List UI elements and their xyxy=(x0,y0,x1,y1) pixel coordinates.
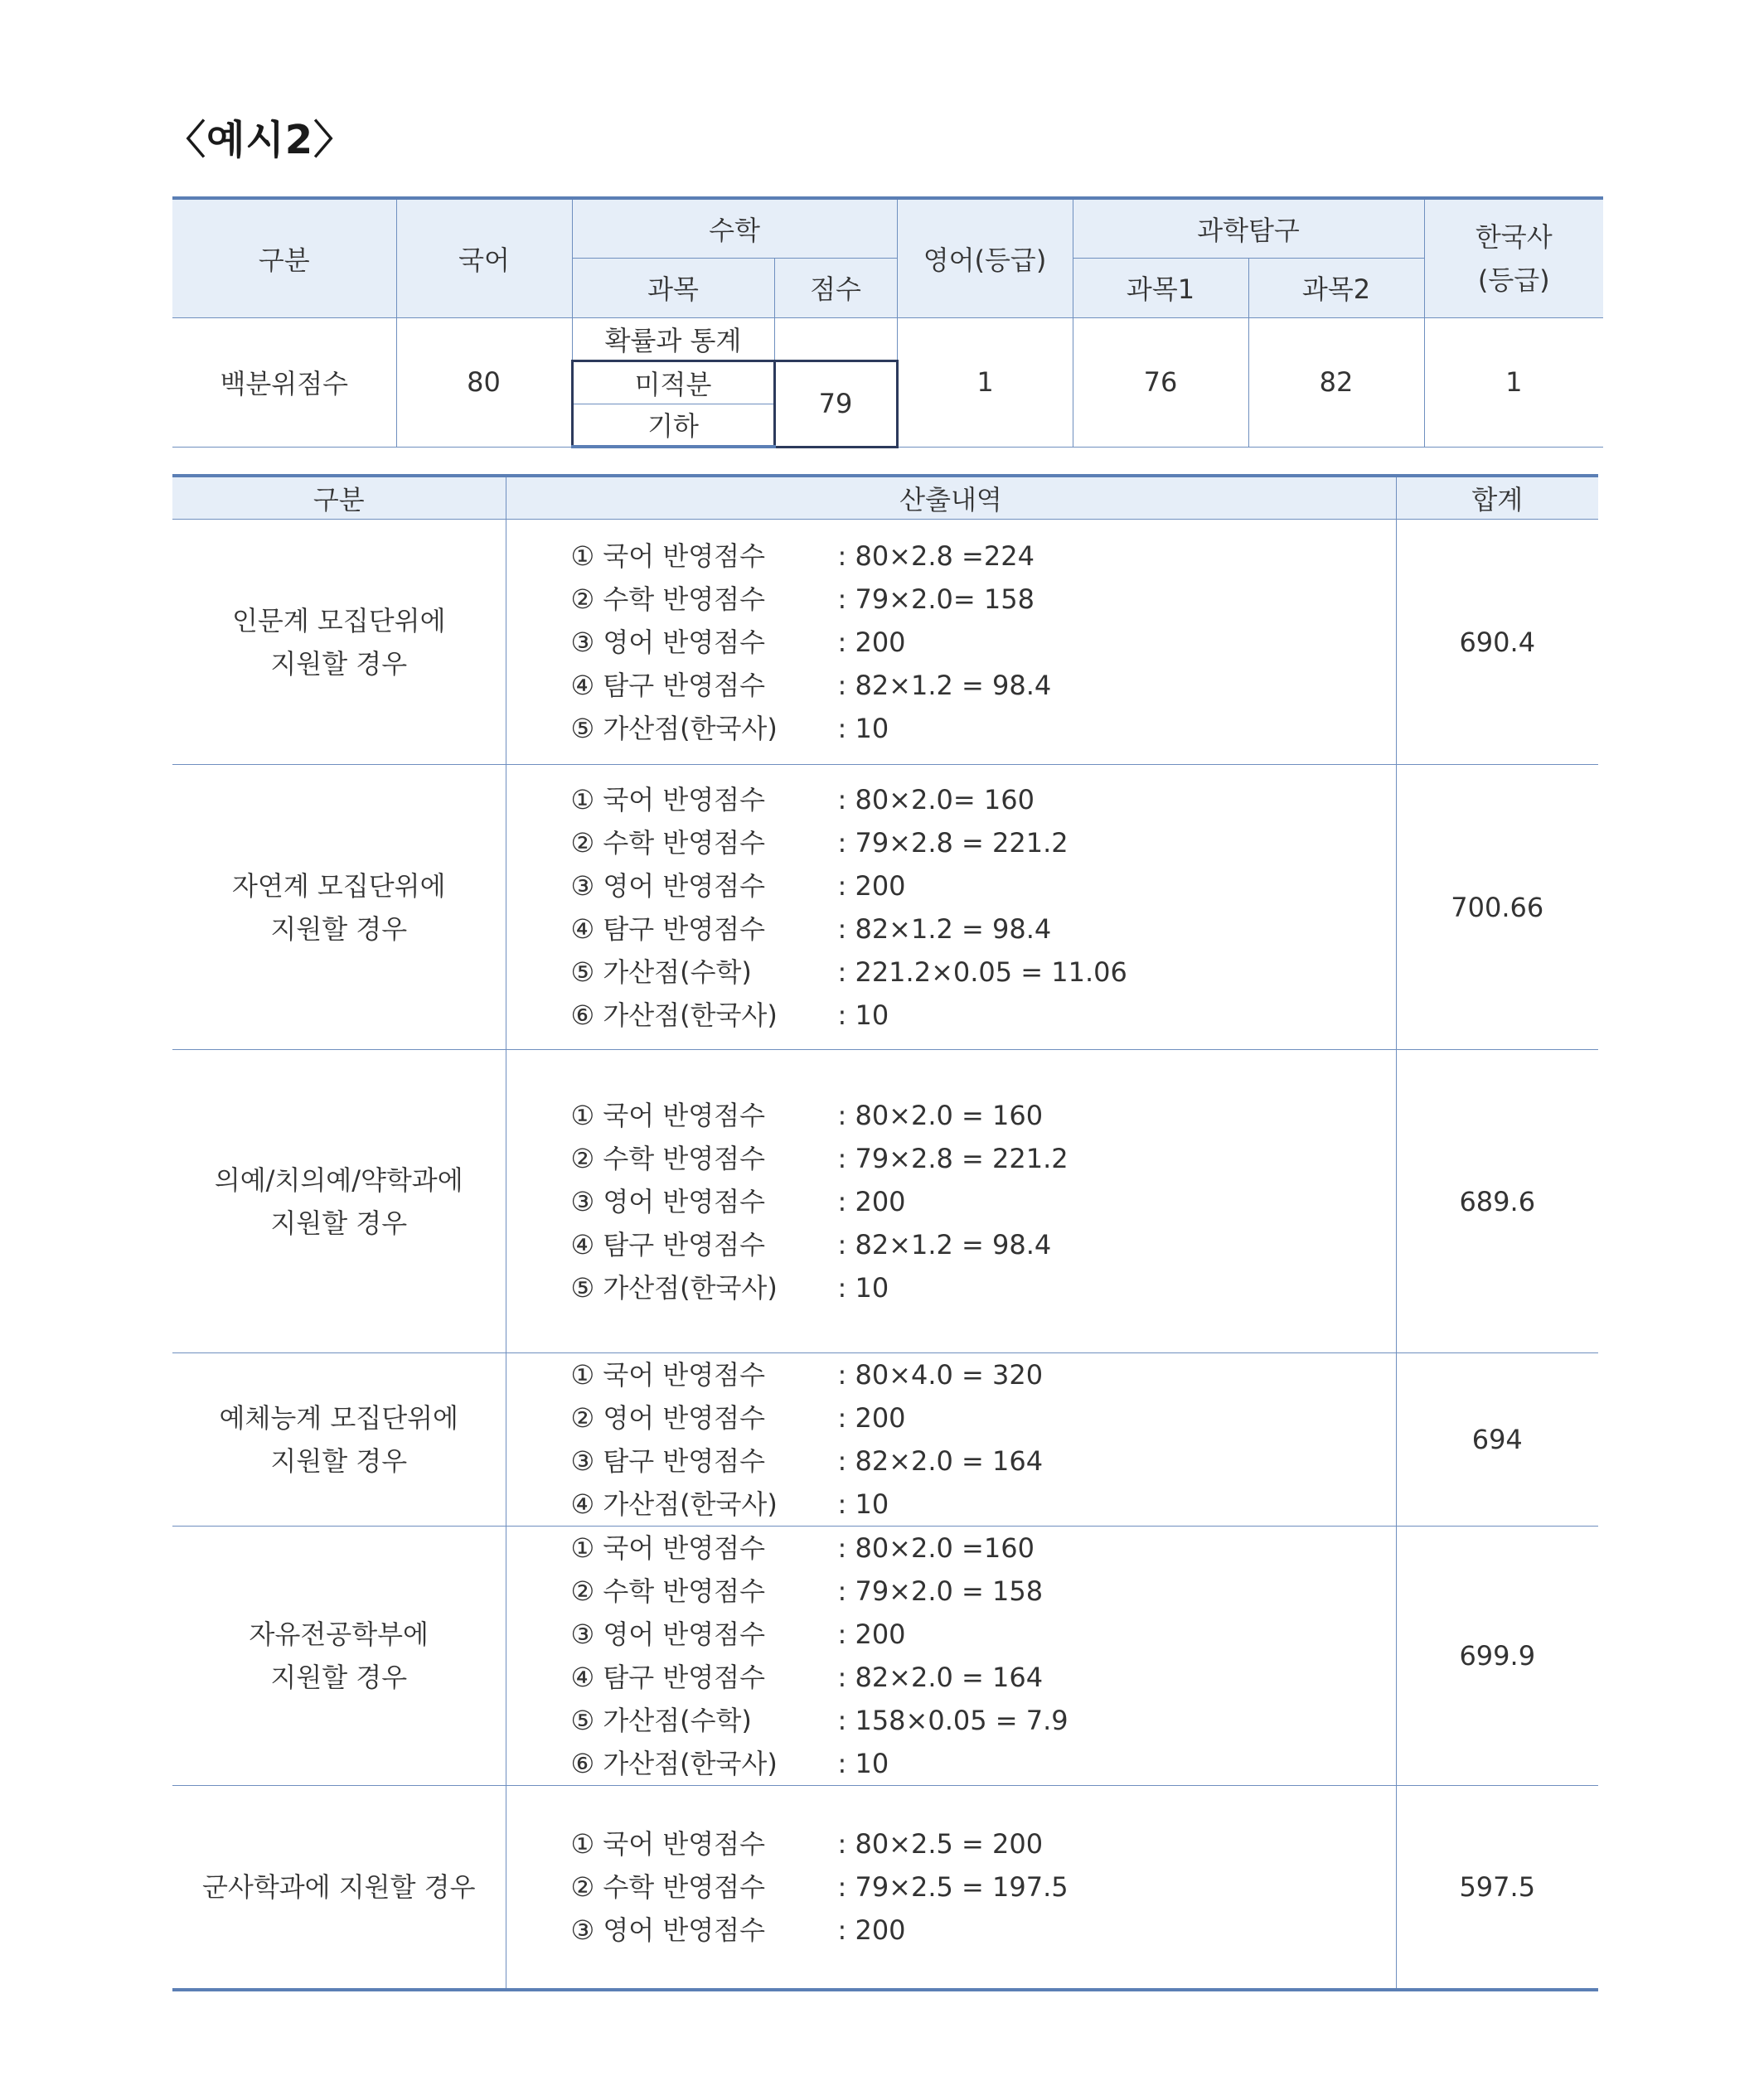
science-score1: 76 xyxy=(1073,317,1248,447)
calc-line-label: ⑤ 가산점(한국사) xyxy=(570,1271,778,1304)
calc-line-label: ⑥ 가산점(한국사) xyxy=(570,1748,778,1779)
calc-line xyxy=(571,1137,1396,1180)
calc-line-value: : 79×2.8 = 221.2 xyxy=(837,1142,1068,1174)
case-label: 의예/치의예/약학과에 지원할 경우 xyxy=(172,1050,506,1353)
calc-line-value: : 80×2.8 =224 xyxy=(837,540,1035,572)
header-category: 구분 xyxy=(172,198,396,317)
header-total: 합계 xyxy=(1396,476,1598,520)
calc-line-label: ① 국어 반영점수 xyxy=(570,540,766,572)
calc-line-label: ④ 탐구 반영점수 xyxy=(570,669,766,701)
header-science-subject1: 과목1 xyxy=(1073,258,1248,317)
calc-detail xyxy=(506,1786,1396,1990)
calc-line xyxy=(571,535,1396,578)
calc-detail xyxy=(506,1050,1396,1353)
calc-line xyxy=(571,864,1396,907)
calc-line-label: ③ 영어 반영점수 xyxy=(570,1185,766,1217)
calc-line xyxy=(571,1699,1396,1742)
calc-line-label: ④ 탐구 반영점수 xyxy=(570,912,766,945)
math-score-empty xyxy=(774,317,897,360)
calc-line-value: : 200 xyxy=(837,1402,906,1434)
header-math-subject: 과목 xyxy=(572,258,774,317)
calc-line-label: ② 영어 반영점수 xyxy=(570,1402,766,1434)
calc-line-label: ③ 영어 반영점수 xyxy=(570,1914,766,1946)
calc-line-label: ② 수학 반영점수 xyxy=(570,583,766,615)
case-total: 689.6 xyxy=(1396,1050,1598,1353)
calc-line-label: ④ 탐구 반영점수 xyxy=(570,1662,766,1693)
case-total: 694 xyxy=(1396,1353,1598,1527)
calc-line-value: : 82×2.0 = 164 xyxy=(837,1662,1044,1693)
calc-line-value: : 200 xyxy=(837,1619,906,1650)
math-score: 79 xyxy=(774,360,897,447)
korean-score: 80 xyxy=(396,317,572,447)
calc-line-value: : 79×2.0 = 158 xyxy=(837,1575,1044,1607)
calc-line-label: ⑤ 가산점(수학) xyxy=(570,1705,752,1736)
case-total: 597.5 xyxy=(1396,1786,1598,1990)
calc-line-value: : 221.2×0.05 = 11.06 xyxy=(837,956,1127,988)
math-subject-geometry: 기하 xyxy=(572,404,774,447)
calc-line-value: : 200 xyxy=(837,1914,906,1946)
case-label: 자연계 모집단위에 지원할 경우 xyxy=(172,765,506,1050)
calc-line-value: : 80×2.0 = 160 xyxy=(837,1099,1044,1131)
calc-line-label: ③ 영어 반영점수 xyxy=(570,869,766,902)
calc-line-label: ① 국어 반영점수 xyxy=(570,1099,766,1131)
calc-line xyxy=(571,1483,1396,1526)
header-korean: 국어 xyxy=(396,198,572,317)
calc-line xyxy=(571,707,1396,750)
header-math-score: 점수 xyxy=(774,258,897,317)
header-detail: 산출내역 xyxy=(506,476,1396,520)
header-science: 과학탐구 xyxy=(1073,198,1424,258)
calc-line xyxy=(571,1440,1396,1483)
row-label-percentile: 백분위점수 xyxy=(172,317,396,447)
calc-line xyxy=(571,1656,1396,1699)
calc-line-value: : 10 xyxy=(837,1271,889,1304)
header-english: 영어(등급) xyxy=(897,198,1073,317)
header-category: 구분 xyxy=(172,476,506,520)
calc-detail xyxy=(506,765,1396,1050)
calc-line xyxy=(571,1266,1396,1309)
page-title: 〈예시2〉 xyxy=(166,117,355,163)
calc-line xyxy=(571,578,1396,621)
calc-line-label: ② 수학 반영점수 xyxy=(570,1142,766,1174)
english-grade: 1 xyxy=(897,317,1073,447)
calc-detail xyxy=(506,1353,1396,1527)
calc-line-value: : 79×2.5 = 197.5 xyxy=(837,1870,1068,1903)
calc-line-value: : 10 xyxy=(837,999,889,1031)
calc-line xyxy=(571,621,1396,664)
calc-detail xyxy=(506,520,1396,765)
calc-line-label: ④ 가산점(한국사) xyxy=(570,1488,778,1520)
score-table xyxy=(172,196,1603,448)
calc-line xyxy=(571,1865,1396,1909)
calc-line xyxy=(571,1223,1396,1266)
calc-line-value: : 80×2.0 =160 xyxy=(837,1532,1035,1564)
case-label: 자유전공학부에 지원할 경우 xyxy=(172,1527,506,1786)
calc-line xyxy=(571,907,1396,951)
math-subject-statistics: 확률과 통계 xyxy=(572,317,774,360)
calc-line xyxy=(571,1180,1396,1223)
calc-line-value: : 82×1.2 = 98.4 xyxy=(837,669,1052,701)
header-math: 수학 xyxy=(572,198,897,258)
calc-line-value: : 10 xyxy=(837,1488,889,1520)
calc-line xyxy=(571,994,1396,1037)
case-total: 700.66 xyxy=(1396,765,1598,1050)
calc-line-value: : 158×0.05 = 7.9 xyxy=(837,1705,1068,1736)
calc-line xyxy=(571,1353,1396,1396)
calc-line-label: ② 수학 반영점수 xyxy=(570,1575,766,1607)
calc-line-value: : 80×2.5 = 200 xyxy=(837,1827,1044,1860)
calc-line-label: ① 국어 반영점수 xyxy=(570,783,766,815)
calc-line xyxy=(571,951,1396,994)
calc-line-value: : 82×2.0 = 164 xyxy=(837,1445,1044,1477)
calc-line-value: : 10 xyxy=(837,712,889,744)
calc-line xyxy=(571,664,1396,707)
calc-line-label: ③ 영어 반영점수 xyxy=(570,1619,766,1650)
calc-line xyxy=(571,1613,1396,1656)
calc-line-label: ① 국어 반영점수 xyxy=(570,1827,766,1860)
calc-line xyxy=(571,821,1396,864)
calc-line-value: : 200 xyxy=(837,626,906,658)
case-label: 예체능계 모집단위에 지원할 경우 xyxy=(172,1353,506,1527)
korean-history-grade: 1 xyxy=(1424,317,1603,447)
calc-line-value: : 82×1.2 = 98.4 xyxy=(837,912,1052,945)
calc-line-label: ③ 탐구 반영점수 xyxy=(570,1445,766,1477)
calc-line-value: : 200 xyxy=(837,869,906,902)
calc-line xyxy=(571,1094,1396,1137)
calc-detail xyxy=(506,1527,1396,1786)
calc-line xyxy=(571,778,1396,821)
calc-line-label: ① 국어 반영점수 xyxy=(570,1532,766,1564)
calc-line xyxy=(571,1527,1396,1570)
case-label: 군사학과에 지원할 경우 xyxy=(172,1786,506,1990)
calc-line-value: : 10 xyxy=(837,1748,889,1779)
science-score2: 82 xyxy=(1248,317,1424,447)
calc-line-label: ④ 탐구 반영점수 xyxy=(570,1228,766,1260)
calc-line-value: : 80×4.0 = 320 xyxy=(837,1359,1044,1391)
calc-line-label: ③ 영어 반영점수 xyxy=(570,626,766,658)
calc-line-label: ⑤ 가산점(한국사) xyxy=(570,712,778,744)
calc-line-label: ⑥ 가산점(한국사) xyxy=(570,999,778,1031)
calculation-table xyxy=(172,474,1598,1991)
calc-line xyxy=(571,1570,1396,1613)
calc-line-value: : 79×2.8 = 221.2 xyxy=(837,826,1068,859)
math-subject-calculus: 미적분 xyxy=(572,360,774,404)
calc-line-value: : 79×2.0= 158 xyxy=(837,583,1035,615)
case-total: 690.4 xyxy=(1396,520,1598,765)
calc-line-label: ② 수학 반영점수 xyxy=(570,826,766,859)
calc-line xyxy=(571,1822,1396,1865)
calc-line-label: ① 국어 반영점수 xyxy=(570,1359,766,1391)
calc-line-value: : 200 xyxy=(837,1185,906,1217)
calc-line-value: : 82×1.2 = 98.4 xyxy=(837,1228,1052,1260)
header-korean-history: 한국사 (등급) xyxy=(1424,198,1603,317)
calc-line-value: : 80×2.0= 160 xyxy=(837,783,1035,815)
calc-line-label: ⑤ 가산점(수학) xyxy=(570,956,752,988)
calc-line xyxy=(571,1909,1396,1952)
calc-line xyxy=(571,1742,1396,1785)
case-label: 인문계 모집단위에 지원할 경우 xyxy=(172,520,506,765)
header-science-subject2: 과목2 xyxy=(1248,258,1424,317)
calc-line-label: ② 수학 반영점수 xyxy=(570,1870,766,1903)
calc-line xyxy=(571,1396,1396,1440)
case-total: 699.9 xyxy=(1396,1527,1598,1786)
